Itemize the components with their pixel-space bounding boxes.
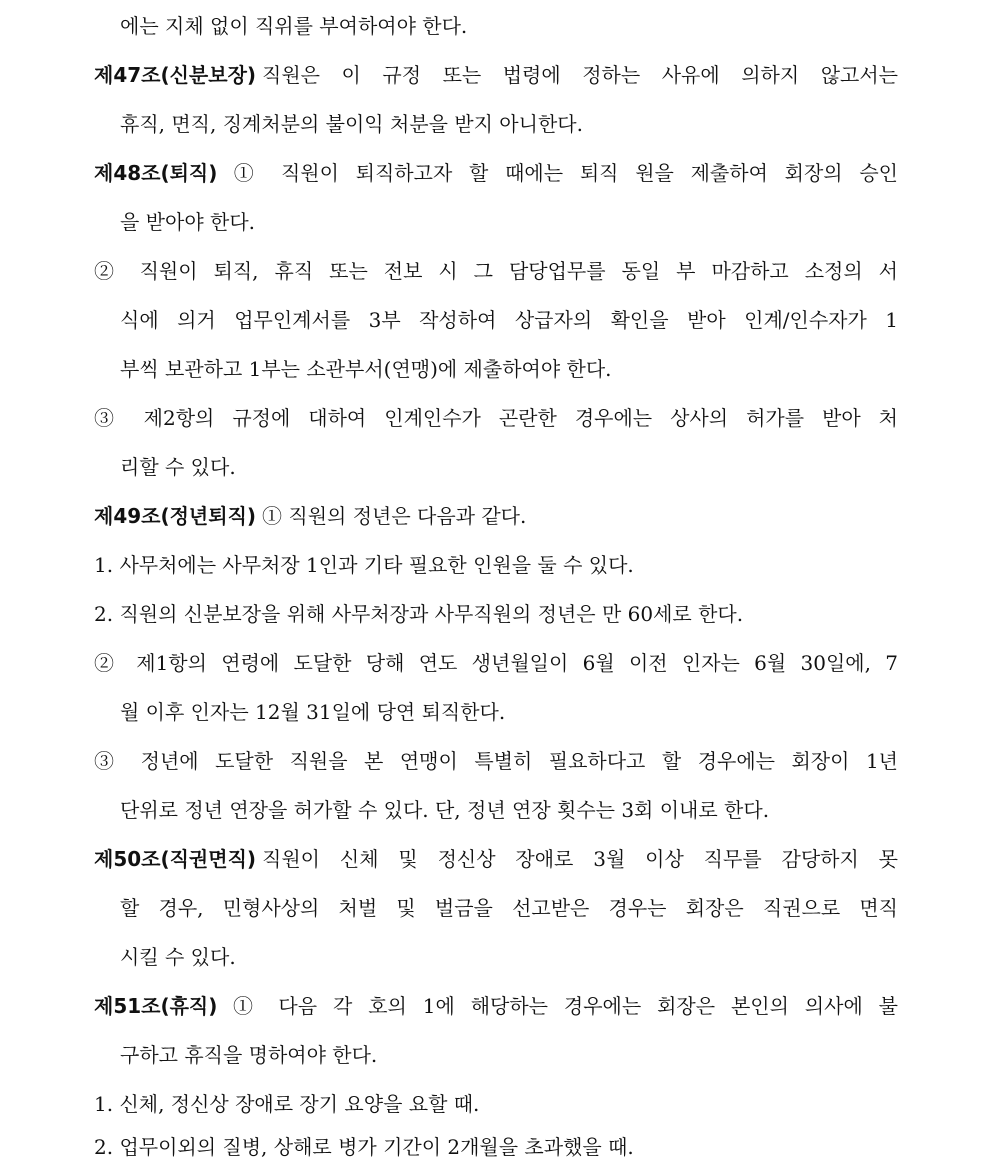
article-heading: 제50조(직권면직) (94, 847, 257, 871)
article-50-line: 제50조(직권면직) 직원이 신체 및 정신상 장애로 3월 이상 직무를 감당하지 못 (94, 847, 898, 871)
article-heading: 제47조(신분보장) (94, 63, 257, 87)
text-line: ③ 정년에 도달한 직원을 본 연맹이 특별히 필요하다고 할 경우에는 회장이 1년 (94, 749, 898, 773)
text-line: 월 이후 인자는 12월 31일에 당연 퇴직한다. (120, 700, 506, 724)
text-line: 구하고 휴직을 명하여야 한다. (120, 1043, 378, 1067)
text-line: 리할 수 있다. (120, 455, 236, 479)
text-line: 부씩 보관하고 1부는 소관부서(연맹)에 제출하여야 한다. (120, 357, 612, 381)
text-line: 1. 사무처에는 사무처장 1인과 기타 필요한 인원을 둘 수 있다. (94, 553, 634, 577)
article-heading: 제49조(정년퇴직) (94, 504, 257, 528)
text-line: 할 경우, 민형사상의 처벌 및 벌금을 선고받은 경우는 회장은 직권으로 면직 (120, 896, 898, 920)
article-heading: 제48조(퇴직) (94, 161, 218, 185)
text-line: 에는 지체 없이 직위를 부여하여야 한다. (120, 14, 468, 38)
text-line: 식에 의거 업무인계서를 3부 작성하여 상급자의 확인을 받아 인계/인수자가 1 (120, 308, 898, 332)
text-line: ② 제1항의 연령에 도달한 당해 연도 생년월일이 6월 이전 인자는 6월 30일에, 7 (94, 651, 898, 675)
article-47-line: 제47조(신분보장) 직원은 이 규정 또는 법령에 정하는 사유에 의하지 않고서는 (94, 63, 898, 87)
text-line: 시킬 수 있다. (120, 945, 236, 969)
article-49-line: 제49조(정년퇴직) ① 직원의 정년은 다음과 같다. (94, 504, 527, 528)
text-line: 을 받아야 한다. (120, 210, 255, 234)
article-heading: 제51조(휴직) (94, 994, 218, 1018)
text-line: 2. 직원의 신분보장을 위해 사무처장과 사무직원의 정년은 만 60세로 한다. (94, 602, 744, 626)
article-51-line: 제51조(휴직) ① 다음 각 호의 1에 해당하는 경우에는 회장은 본인의 의사에 불 (94, 994, 898, 1018)
text-line: ② 직원이 퇴직, 휴직 또는 전보 시 그 담당업무를 동일 부 마감하고 소정의 서 (94, 259, 898, 283)
article-48-line: 제48조(퇴직) ① 직원이 퇴직하고자 할 때에는 퇴직 원을 제출하여 회장의 승인 (94, 161, 898, 185)
text-line: 단위로 정년 연장을 허가할 수 있다. 단, 정년 연장 횟수는 3회 이내로 한다. (120, 798, 770, 822)
text-line: ③ 제2항의 규정에 대하여 인계인수가 곤란한 경우에는 상사의 허가를 받아 처 (94, 406, 898, 430)
text-line: 1. 신체, 정신상 장애로 장기 요양을 요할 때. (94, 1092, 480, 1116)
text-line: 휴직, 면직, 징계처분의 불이익 처분을 받지 아니한다. (120, 112, 583, 136)
text-line: 2. 업무이외의 질병, 상해로 병가 기간이 2개월을 초과했을 때. (94, 1135, 634, 1159)
